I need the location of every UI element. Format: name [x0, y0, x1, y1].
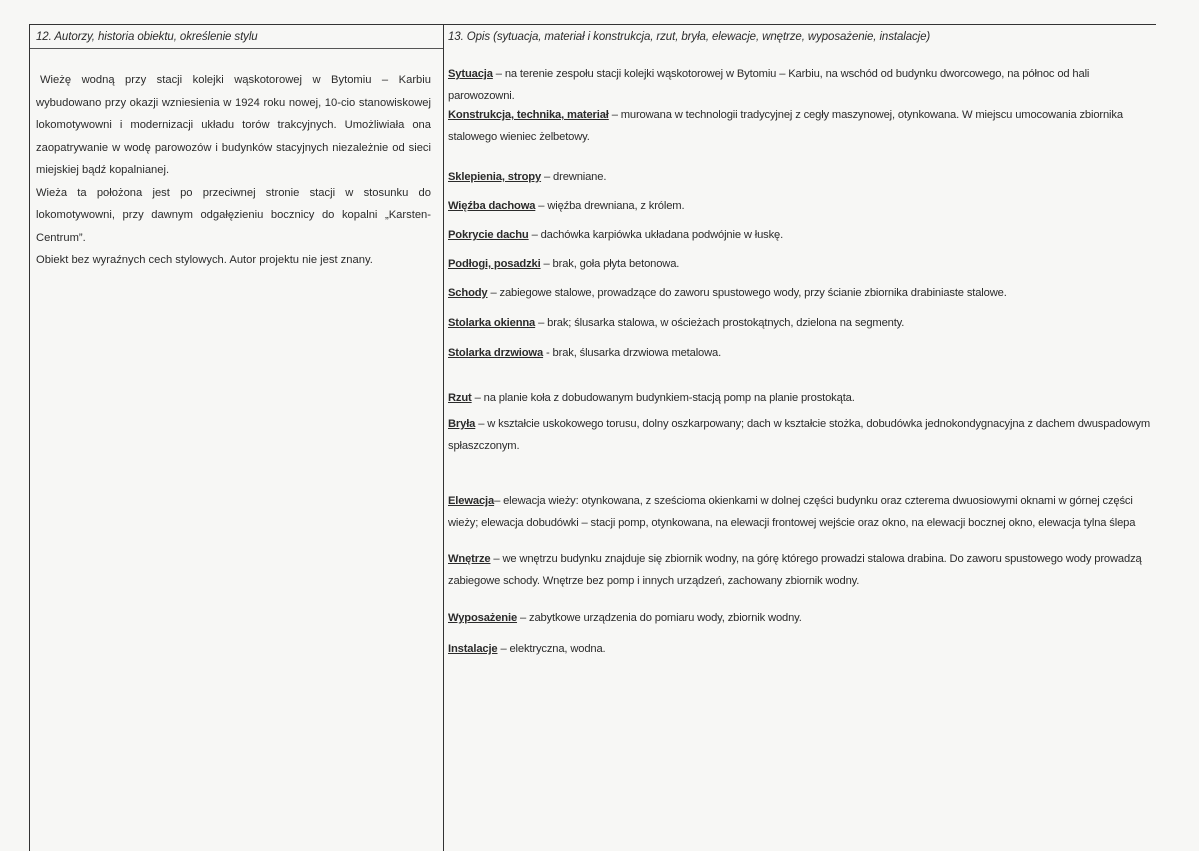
entry-konstrukcja [448, 104, 1156, 148]
entry-label: Wnętrze [448, 553, 491, 565]
entry-text: – więźba drewniana, z królem. [535, 200, 685, 212]
entry-rzut [448, 387, 1156, 409]
entry-label: Bryła [448, 418, 476, 430]
description-heading: 13. Opis (sytuacja, materiał i konstrukcja, rzut, bryła, elewacje, wnętrze, wyposażenie, instalacje) [448, 31, 931, 43]
entry-sklepienia [448, 166, 1156, 188]
entry-bryla [448, 413, 1156, 457]
entry-label: Sklepienia, stropy [448, 171, 542, 183]
entry-stolarka-okienna [448, 312, 1156, 334]
column-divider-line [443, 24, 444, 851]
entry-label: Podłogi, posadzki [448, 258, 541, 270]
entry-sytuacja [448, 63, 1156, 107]
entry-label: Sytuacja [448, 68, 493, 80]
history-text [36, 69, 431, 272]
entry-instalacje [448, 638, 1156, 660]
description-column [448, 30, 1156, 655]
entry-label: Elewacja [448, 495, 495, 507]
entry-text: – na planie koła z dobudowanym budynkiem-stacją pomp na planie prostokąta. [471, 392, 855, 404]
entry-text: – we wnętrzu budynku znajduje się zbiornik wodny, na górę którego prowadzi stalowa drabina. Do zaworu spustowego wody prowadzą zabiegowe schody. Wnętrze bez pomp i innych urządzeń, zachowany zbiornik wodny. [448, 553, 1142, 587]
entry-stolarka-drzwiowa [448, 342, 1156, 364]
entry-schody [448, 282, 1156, 304]
entry-label: Stolarka drzwiowa [448, 347, 544, 359]
entry-text: – elektryczna, wodna. [497, 643, 606, 655]
entry-wiezba [448, 195, 1156, 217]
entry-wnetrze [448, 548, 1156, 592]
entry-text: – brak; ślusarka stalowa, w ościeżach prostokątnych, dzielona na segmenty. [535, 317, 905, 329]
entry-label: Wyposażenie [448, 612, 518, 624]
entry-label: Więźba dachowa [448, 200, 536, 212]
entry-text: – brak, goła płyta betonowa. [540, 258, 680, 270]
entry-label: Instalacje [448, 643, 498, 655]
entry-label: Stolarka okienna [448, 317, 536, 329]
entry-text: – dachówka karpiówka układana podwójnie w łuskę. [528, 229, 784, 241]
entry-text: – w kształcie uskokowego torusu, dolny oszkarpowany; dach w kształcie stożka, dobudówka jednokondygnacyjna z dachem dwuspadowym spłaszczonym. [448, 418, 1151, 452]
top-border-line [30, 24, 1156, 25]
entry-wyposazenie [448, 607, 1156, 629]
entry-text: – na terenie zespołu stacji kolejki wąskotorowej w Bytomiu – Karbiu, na wschód od budynku dworcowego, na północ od hali parowozowni. [448, 68, 1090, 102]
history-paragraph: Obiekt bez wyraźnych cech stylowych. Autor projektu nie jest znany. [36, 254, 373, 266]
history-paragraph: Wieża ta położona jest po przeciwnej stronie stacji w stosunku do lokomotywowni, przy dawnym odgałęzieniu bocznicy do kopalni „Karsten-Centrum”. [36, 186, 431, 244]
history-paragraph: Wieżę wodną przy stacji kolejki wąskotorowej w Bytomiu – Karbiu wybudowano przy okazji wzniesienia w 1924 roku nowej, 10-cio stanowiskowej lokomotywowni i modernizacji układu torów trakcyjnych. Umożliwiała ona zaopatrywanie w wodę parowozów i budynków stacyjnych niezależnie od sieci miejskiej bądź kopalnianej. [36, 74, 431, 176]
entry-text: – zabiegowe stalowe, prowadzące do zaworu spustowego wody, przy ścianie zbiornika drabiniaste stalowe. [487, 287, 1007, 299]
entry-text: – drewniane. [541, 171, 607, 183]
entry-text: – zabytkowe urządzenia do pomiaru wody, zbiornik wodny. [517, 612, 802, 624]
left-border-line [29, 24, 30, 851]
entry-pokrycie [448, 224, 1156, 246]
entry-podlogi [448, 253, 1156, 275]
entry-label: Pokrycie dachu [448, 229, 529, 241]
entry-elewacja [448, 490, 1156, 534]
entry-label: Konstrukcja, technika, materiał [448, 109, 609, 121]
entry-text: – murowana w technologii tradycyjnej z cegły maszynowej, otynkowana. W miejscu umocowania zbiornika stalowego wieniec żelbetowy. [448, 109, 1123, 143]
entry-label: Rzut [448, 392, 472, 404]
entry-text: – elewacja wieży: otynkowana, z sześcioma okienkami w dolnej części budynku oraz czterema dwuosiowymi oknami w górnej części wieży; elewacja dobudówki – stacji pomp, otynkowana, na elewacji frontowej wejście oraz okno, na elewacji bocznej okno, elewacja tylna ślepa [448, 495, 1136, 529]
entry-label: Schody [448, 287, 488, 299]
entry-text: - brak, ślusarka drzwiowa metalowa. [543, 347, 722, 359]
history-heading: 12. Autorzy, historia obiektu, określenie stylu [36, 31, 258, 43]
history-column [36, 30, 431, 272]
